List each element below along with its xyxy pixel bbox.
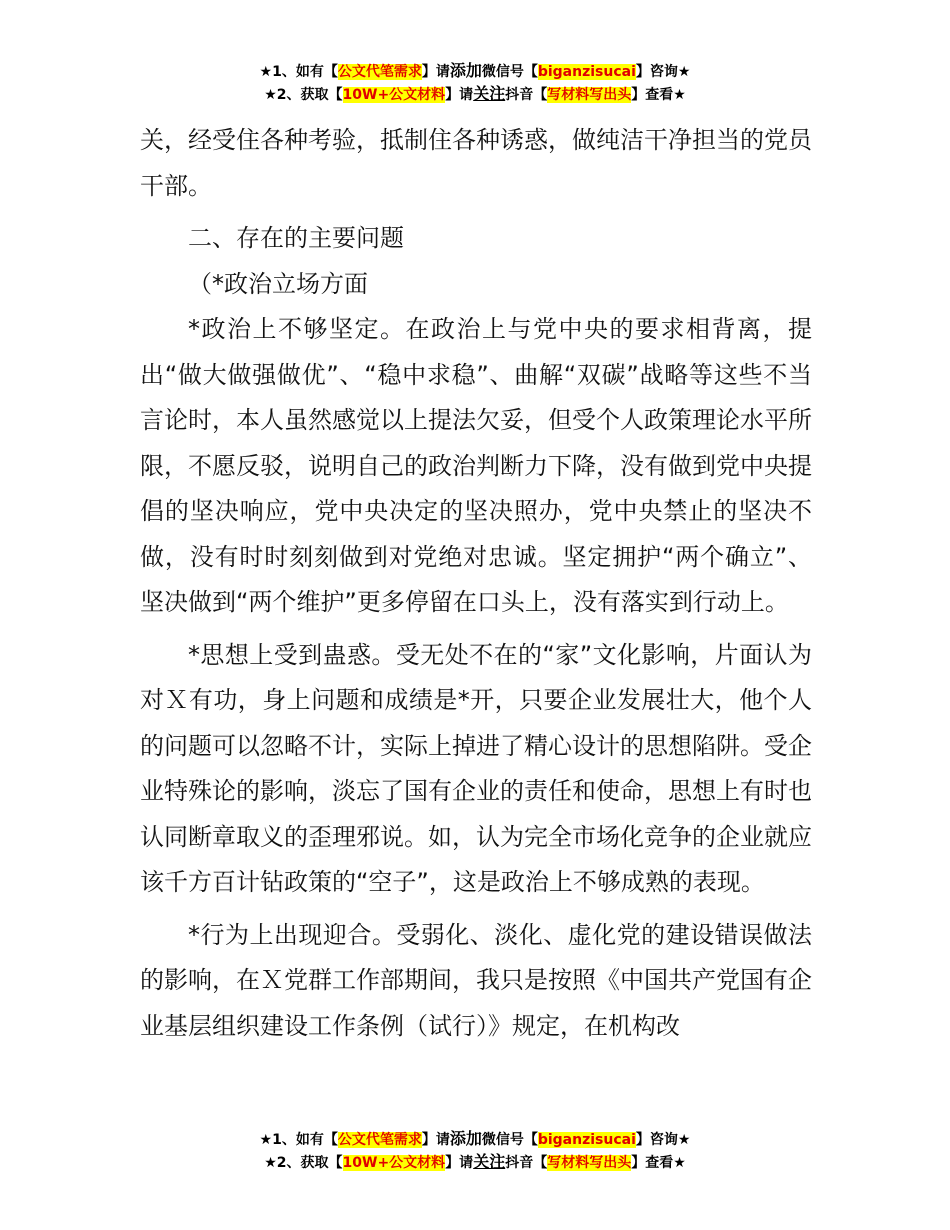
banner-line-1 (0, 1128, 950, 1151)
banner-text: 微信号【 (481, 64, 538, 80)
banner-text: 】查看★ (631, 1155, 686, 1171)
banner-text: 】请 (445, 1155, 474, 1171)
banner-text: 抖音【 (505, 1155, 548, 1171)
banner-text: ★2、获取【 (264, 1155, 343, 1171)
banner-text: 】请 (421, 64, 450, 80)
paragraph-behavior: *行为上出现迎合。受弱化、淡化、虚化党的建设错误做法的影响，在Ｘ党群工作部期间，我只是按照《中国共产党国有企业基层组织建设工作条例（试行）》规定，在机构改 (140, 920, 812, 1040)
paragraph-political: *政治上不够坚定。在政治上与党中央的要求相背离，提出“做大做强做优”、“稳中求稳”、曲解“双碳”战略等这些不当言论时，本人虽然感觉以上提法欠妥，但受个人政策理论水平所限，不愿反驳，说明自己的政治判断力下降，没有做到党中央提倡的坚决响应，党中央决定的坚决照办，党中央禁止的坚决不做，没有时时刻刻做到对党绝对忠诚。坚定拥护“两个确立”、坚决做到“两个维护”更多停留在口头上，没有落实到行动上。 (140, 315, 812, 616)
banner-text: ★1、如有【 (259, 64, 338, 80)
highlight-materials: 10W+公文材料 (342, 1155, 446, 1171)
banner-text: 】咨询★ (635, 64, 691, 80)
banner-emphasis: 关注 (473, 84, 506, 103)
banner-text: 抖音【 (505, 87, 548, 103)
highlight-wechat-id: biganzisucai (537, 64, 636, 80)
paragraph-continuation: 关，经受住各种考验，抵制住各种诱惑，做纯洁干净担当的党员干部。 (140, 126, 812, 200)
banner-text: 】请 (445, 87, 474, 103)
document-body (140, 118, 812, 1049)
highlight-wechat-id: biganzisucai (537, 1132, 636, 1148)
highlight-douyin-id: 写材料写出头 (547, 87, 632, 103)
banner-text: 】查看★ (631, 87, 686, 103)
section-heading: 二、存在的主要问题 (188, 224, 404, 252)
footer-ad-banner (0, 1128, 950, 1174)
banner-emphasis: 关注 (473, 1152, 506, 1171)
subsection-heading: （*政治立场方面 (188, 269, 368, 298)
banner-text: ★2、获取【 (264, 87, 343, 103)
banner-text: 】请 (421, 1132, 450, 1148)
highlight-materials: 10W+公文材料 (342, 87, 446, 103)
banner-text: ★1、如有【 (259, 1132, 338, 1148)
header-ad-banner (0, 60, 950, 106)
highlight-douyin-id: 写材料写出头 (547, 1155, 632, 1171)
banner-text: 微信号【 (481, 1132, 538, 1148)
banner-line-2 (0, 83, 950, 106)
paragraph-thought: *思想上受到蛊惑。受无处不在的“家”文化影响，片面认为对Ｘ有功，身上问题和成绩是*开，只要企业发展壮大，他个人的问题可以忽略不计，实际上掉进了精心设计的思想陷阱。受企业特殊论的影响，淡忘了国有企业的责任和使命，思想上有时也认同断章取义的歪理邪说。如，认为完全市场化竞争的企业就应该千方百计钻政策的“空子”，这是政治上不够成熟的表现。 (140, 640, 812, 896)
banner-line-2 (0, 1151, 950, 1174)
banner-emphasis: 添加 (449, 1129, 482, 1148)
highlight-service: 公文代笔需求 (337, 1132, 422, 1148)
banner-line-1 (0, 60, 950, 83)
banner-text: 】咨询★ (635, 1132, 691, 1148)
highlight-service: 公文代笔需求 (337, 64, 422, 80)
banner-emphasis: 添加 (449, 61, 482, 80)
